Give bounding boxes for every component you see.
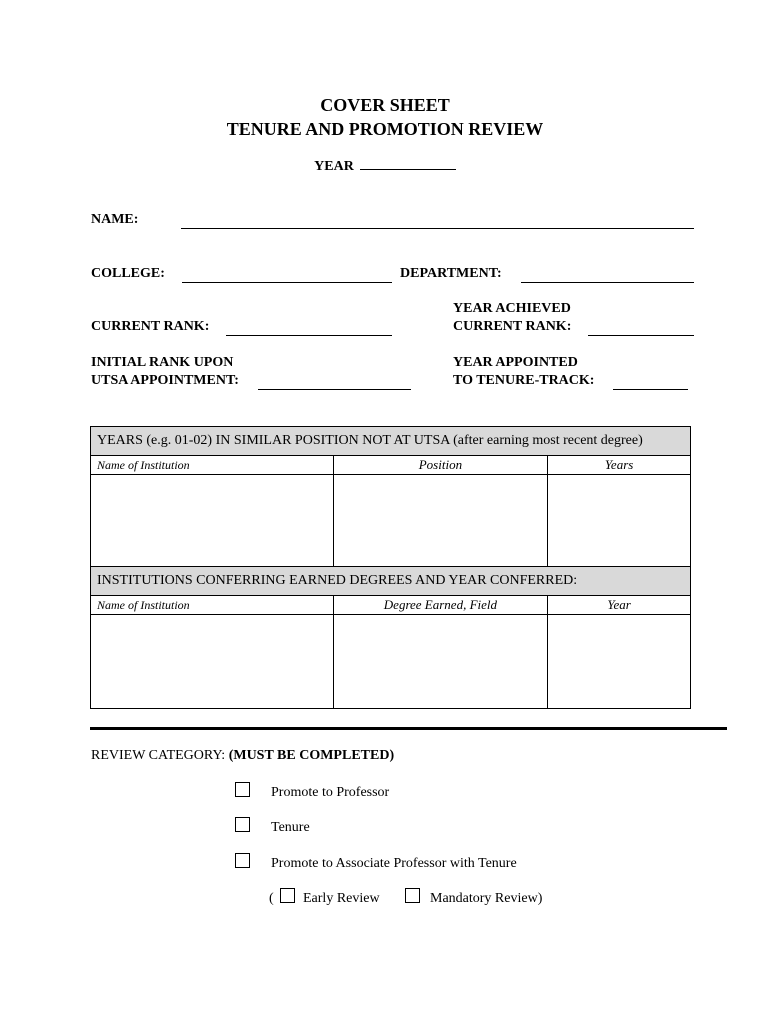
initial-rank-input-line[interactable] — [258, 389, 411, 390]
form-subtitle: TENURE AND PROMOTION REVIEW — [226, 119, 544, 139]
position-cell[interactable] — [333, 475, 548, 569]
year-achieved-input-line[interactable] — [588, 335, 694, 336]
year-achieved-label-line1: YEAR ACHIEVED — [453, 301, 571, 316]
year-appointed-label-line1: YEAR APPOINTED — [453, 355, 578, 370]
form-title: COVER SHEET — [320, 95, 450, 115]
year-cell[interactable] — [548, 615, 691, 709]
review-category — [91, 748, 394, 764]
prior-positions-header: YEARS (e.g. 01-02) IN SIMILAR POSITION NOT AT UTSA (after earning most recent degree) — [91, 427, 691, 456]
year-appointed-input-line[interactable] — [613, 389, 688, 390]
column-header-degree: Degree Earned, Field — [333, 596, 548, 615]
years-cell[interactable] — [548, 475, 691, 569]
name-label: NAME: — [91, 212, 139, 227]
degrees-header: INSTITUTIONS CONFERRING EARNED DEGREES AND YEAR CONFERRED: — [91, 567, 691, 596]
mandatory-review-label: Mandatory Review) — [430, 891, 543, 906]
column-header-position: Position — [333, 456, 548, 475]
promote-professor-label: Promote to Professor — [271, 785, 390, 800]
year-label: YEAR — [314, 159, 354, 174]
department-input-line[interactable] — [521, 282, 694, 283]
early-review-label: Early Review — [303, 891, 380, 906]
name-input-line[interactable] — [181, 228, 694, 229]
institution-cell[interactable] — [91, 475, 334, 569]
current-rank-label: CURRENT RANK: — [91, 319, 210, 334]
column-header-year: Year — [548, 596, 691, 615]
review-required-note: (MUST BE COMPLETED) — [228, 748, 395, 763]
department-label: DEPARTMENT: — [400, 266, 502, 281]
college-input-line[interactable] — [182, 282, 392, 283]
institution-cell[interactable] — [91, 615, 334, 709]
promote-associate-checkbox[interactable] — [235, 853, 250, 868]
year-appointed-label-line2: TO TENURE-TRACK: — [453, 373, 595, 388]
year-input-line[interactable] — [360, 168, 456, 170]
open-paren: ( — [269, 891, 274, 906]
review-category-label: REVIEW CATEGORY: — [91, 748, 226, 763]
column-header-institution: Name of Institution — [91, 596, 334, 615]
initial-rank-label-line1: INITIAL RANK UPON — [91, 355, 234, 370]
year-field — [0, 159, 770, 175]
mandatory-review-checkbox[interactable] — [405, 888, 420, 903]
college-label: COLLEGE: — [91, 266, 165, 281]
promote-professor-checkbox[interactable] — [235, 782, 250, 797]
current-rank-input-line[interactable] — [226, 335, 392, 336]
year-achieved-label-line2: CURRENT RANK: — [453, 319, 572, 334]
prior-positions-table — [90, 426, 691, 569]
section-divider — [90, 727, 727, 730]
promote-associate-label: Promote to Associate Professor with Tenure — [271, 856, 517, 871]
degree-cell[interactable] — [333, 615, 548, 709]
tenure-label: Tenure — [271, 820, 310, 835]
initial-rank-label-line2: UTSA APPOINTMENT: — [91, 373, 239, 388]
degrees-table — [90, 566, 691, 709]
tenure-checkbox[interactable] — [235, 817, 250, 832]
column-header-years: Years — [548, 456, 691, 475]
column-header-institution: Name of Institution — [91, 456, 334, 475]
early-review-checkbox[interactable] — [280, 888, 295, 903]
